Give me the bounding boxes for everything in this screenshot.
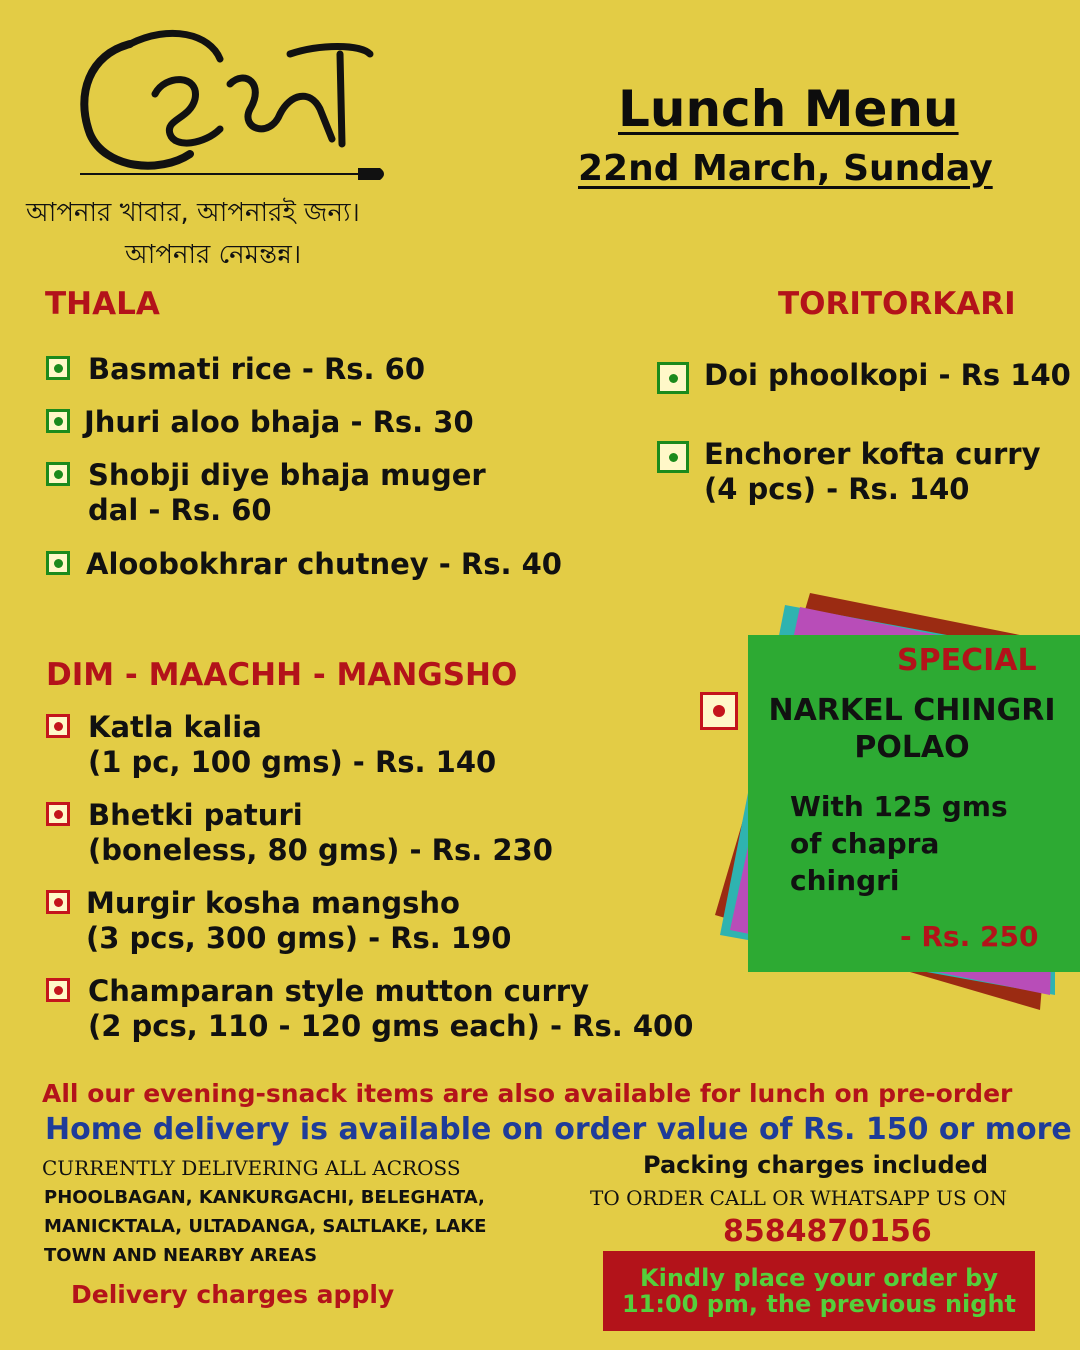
section-thala: THALA bbox=[45, 286, 160, 322]
list-item: Katla kalia (1 pc, 100 gms) - Rs. 140 bbox=[46, 710, 496, 780]
section-toritorkari: TORITORKARI bbox=[778, 286, 1016, 322]
section-non-veg: DIM - MAACHH - MANGSHO bbox=[46, 657, 518, 693]
non-veg-icon bbox=[46, 714, 70, 738]
tagline-1: আপনার খাবার, আপনারই জন্য। bbox=[26, 198, 360, 228]
delivery-areas: PHOOLBAGAN, KANKURGACHI, BELEGHATA, MANICKTALA, ULTADANGA, SALTLAKE, LAKE TOWN AND NEARBY AREAS bbox=[44, 1187, 487, 1266]
preorder-note: All our evening-snack items are also available for lunch on pre-order bbox=[42, 1079, 1013, 1108]
list-item: Jhuri aloo bhaja - Rs. 30 bbox=[46, 405, 474, 440]
packing-note: Packing charges included bbox=[643, 1151, 989, 1179]
list-item: Bhetki paturi (boneless, 80 gms) - Rs. 230 bbox=[46, 798, 553, 868]
non-veg-icon bbox=[46, 890, 70, 914]
veg-icon bbox=[46, 462, 70, 486]
veg-icon bbox=[46, 356, 70, 380]
special-dish-name: NARKEL CHINGRI POLAO bbox=[768, 693, 1056, 765]
menu-date: 22nd March, Sunday bbox=[578, 148, 993, 189]
veg-icon bbox=[46, 409, 70, 433]
veg-icon bbox=[46, 551, 70, 575]
brand-logo bbox=[70, 14, 390, 194]
tagline-2: আপনার নেমন্তন্ন। bbox=[125, 240, 302, 270]
non-veg-icon bbox=[46, 978, 70, 1002]
special-description: With 125 gms of chapra chingri bbox=[790, 790, 1008, 897]
veg-icon bbox=[657, 441, 689, 473]
delivery-charges-note: Delivery charges apply bbox=[71, 1280, 395, 1309]
phone-number[interactable]: 8584870156 bbox=[723, 1214, 932, 1249]
special-price: - Rs. 250 bbox=[900, 920, 1039, 953]
order-deadline-banner: Kindly place your order by 11:00 pm, the previous night bbox=[603, 1251, 1035, 1331]
areas-heading: CURRENTLY DELIVERING ALL ACROSS bbox=[42, 1156, 461, 1180]
page-title: Lunch Menu bbox=[618, 80, 959, 138]
list-item: Champaran style mutton curry (2 pcs, 110 - 120 gms each) - Rs. 400 bbox=[46, 974, 693, 1044]
delivery-note: Home delivery is available on order value of Rs. 150 or more bbox=[45, 1112, 1072, 1147]
list-item: Doi phoolkopi - Rs 140 bbox=[657, 358, 1071, 394]
list-item: Shobji diye bhaja muger dal - Rs. 60 bbox=[46, 458, 486, 528]
special-label: SPECIAL bbox=[897, 643, 1037, 678]
non-veg-icon bbox=[46, 802, 70, 826]
list-item: Basmati rice - Rs. 60 bbox=[46, 352, 425, 387]
non-veg-icon bbox=[700, 692, 738, 730]
list-item: Enchorer kofta curry (4 pcs) - Rs. 140 bbox=[657, 437, 1041, 507]
list-item: Aloobokhrar chutney - Rs. 40 bbox=[46, 547, 562, 582]
order-call-note: TO ORDER CALL OR WHATSAPP US ON bbox=[590, 1186, 1007, 1210]
veg-icon bbox=[657, 362, 689, 394]
list-item: Murgir kosha mangsho (3 pcs, 300 gms) - Rs. 190 bbox=[46, 886, 511, 956]
